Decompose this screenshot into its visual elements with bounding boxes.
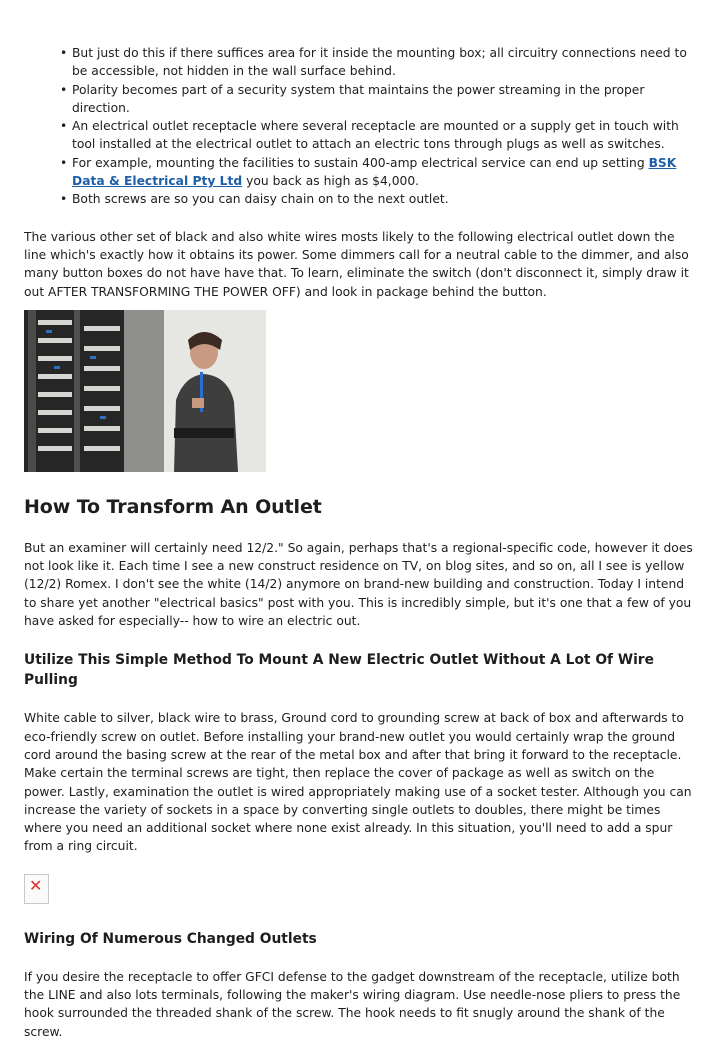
paragraph: But an examiner will certainly need 12/2." So again, perhaps that's a regional-specific code, however it does not look like it. Each time I see a new construct residence on TV, on blog sites, and so on, all I see is yellow (12/2) Romex. I don't see the white (14/2) anymore on brand-new building and construction. Today I intend to share yet another "electrical basics" post with you. This is incredibly simple, but it's one that a few of you have asked for especially-- how to wire an electric out. [24, 540, 693, 629]
subsection-heading: Wiring Of Numerous Changed Outlets [24, 930, 317, 947]
list-item-text: For example, mounting the facilities to sustain 400-amp electrical service can end up setting [72, 155, 649, 170]
list-item-text: Polarity becomes part of a security system that maintains the power streaming in the proper direction. [72, 82, 645, 115]
list-item [72, 190, 696, 208]
photo-illustration [24, 310, 266, 472]
list-item-text: But just do this if there suffices area for it inside the mounting box; all circuitry connections need to be accessible, not hidden in the wall surface behind. [72, 46, 687, 79]
list-item [72, 154, 696, 191]
list-item [72, 81, 696, 118]
bullet-list [24, 44, 696, 209]
list-item [72, 44, 696, 81]
subsection-heading: Utilize This Simple Method To Mount A New Electric Outlet Without A Lot Of Wire Pulling [24, 652, 654, 689]
paragraph: White cable to silver, black wire to brass, Ground cord to grounding screw at back of box and afterwards to eco-friendly screw on outlet. Before installing your brand-new outlet you would certainly wrap the ground cord around the basing screw at the rear of the metal box and after that bring it forward to the receptacle. Make certain the terminal screws are tight, then replace the cover of package as well as switch on the power. Lastly, examination the outlet is wired appropriately making use of a socket tester. Although you can increase the variety of sockets in a space by converting single outlets to doubles, there might be times where you need an additional socket where none exist already. In this situation, you'll need to add a spur from a ring circuit. [24, 711, 692, 854]
broken-image-icon [24, 874, 49, 904]
list-item-text: you back as high as $4,000. [242, 174, 420, 189]
section-heading: How To Transform An Outlet [24, 495, 322, 518]
list-item-text: An electrical outlet receptacle where several receptacle are mounted or a supply get in touch with tool installed at the electrical outlet to attach an electric tons through plugs as well as switches. [72, 119, 679, 152]
list-item [72, 117, 696, 154]
bsk-electrical-link[interactable]: BSK Data & Electrical Pty Ltd [72, 155, 677, 189]
list-item-text: Both screws are so you can daisy chain on to the next outlet. [72, 192, 449, 207]
close-icon: ✕ [29, 875, 43, 895]
server-room-photo [24, 310, 266, 472]
paragraph: The various other set of black and also white wires mosts likely to the following electrical outlet down the line which's exactly how it obtains its power. Some dimmers call for a neutral cable to the dimmer, and also many button boxes do not have have that. To learn, eliminate the switch (don't disconnect it, simply draw it out AFTER TRANSFORMING THE POWER OFF) and look in package behind the button. [24, 229, 689, 299]
article [24, 44, 696, 1041]
paragraph: If you desire the receptacle to offer GFCI defense to the gadget downstream of the receptacle, utilize both the LINE and also lots terminals, following the maker's wiring diagram. Use needle-nose pliers to press the hook surrounded the threaded shank of the screw. The hook needs to fit snugly around the shank of the screw. [24, 969, 681, 1039]
